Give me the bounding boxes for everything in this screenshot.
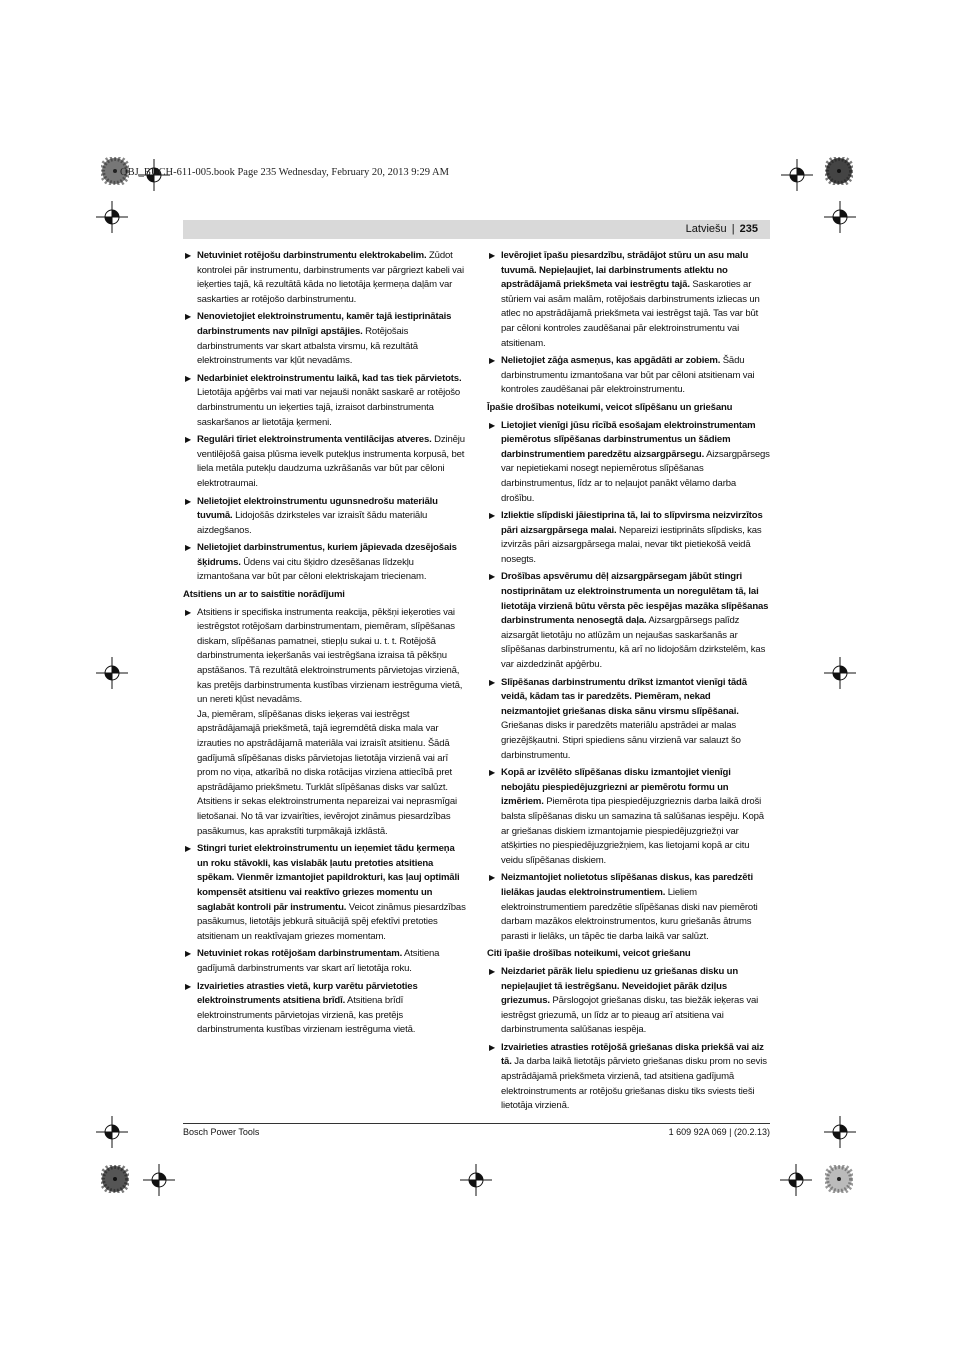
safety-item-body: Aizsargpārsegs var nepietiekami nosegt nepiemērotus slīpēšanas darbinstrumentus, līdz ar to neļaujot panākt vēlamo darba drošību. (501, 448, 770, 504)
registration-mark-icon (781, 159, 813, 191)
safety-item-text (501, 676, 770, 764)
right-items-a (487, 249, 770, 398)
safety-item-bold: Nenovietojiet elektroinstrumentu, kamēr tajā iestiprinātais darbinstruments nav pilnīgi apstājies. (197, 311, 452, 337)
safety-item (183, 947, 466, 976)
safety-item-body: Aizsargpārsegs palīdz aizsargāt lietotāju no atlūzām un nejaušas saskaršanās ar slīpēšanas darbinstrumentu, kā arī no lidojošām dzirkstelēm, kas var aizdedzināt apģērbu. (501, 615, 766, 671)
arrow-bullet-icon: ▶ (489, 356, 496, 366)
safety-item-bold: Nedarbiniet elektroinstrumentu laikā, kad tas tiek pārvietots. (197, 372, 462, 384)
arrow-bullet-icon: ▶ (489, 873, 496, 883)
safety-item-body: Atsitiena gadījumā darbinstruments var skart arī lietotāja roku. (197, 948, 440, 974)
safety-item-text (197, 495, 466, 539)
header-separator: | (731, 223, 735, 235)
color-registration-wheel-icon (825, 157, 853, 185)
safety-item (487, 354, 770, 398)
safety-item-text (197, 310, 466, 368)
page-header (183, 220, 770, 239)
registration-mark-icon (780, 1164, 812, 1196)
footer-doc-number: 1 609 92A 069 | (20.2.13) (668, 1127, 770, 1137)
safety-item-text (501, 766, 770, 868)
safety-item (487, 419, 770, 507)
safety-item-bold: Nelietojiet zāģa asmeņus, kas apgādāti ar zobiem. (501, 355, 721, 367)
arrow-bullet-icon: ▶ (185, 496, 192, 506)
safety-item-body: Lidojošās dzirksteles var izraisīt šādu materiālu aizdegšanos. (197, 510, 428, 536)
safety-item-bold: Izvairieties atrasties vietā, kurp varētu pārvietoties elektroinstruments atsitiena brīdī. (197, 980, 418, 1007)
kickback-paragraph: Ja, piemēram, slīpēšanas disks ieķeras vai iestrēgst apstrādājamajā priekšmetā, tajā iegremdētā diska mala var izrauties no apstrādājamā materiāla vai izraisīt atsitienu. Šādā gadījumā slīpēšanas disks pārvietojas lietotāja virzienā vai arī prom no viņa, atkarībā no diska rotācijas virziena attiecībā pret apstrādājamo priekšmetu. Turklāt slīpēšanas disks var salūzt. (197, 708, 453, 793)
safety-item-bold: Slīpēšanas darbinstrumentu drīkst izmantot vienīgi tādā veidā, kādam tas ir paredzēts. Piemēram, nekad neizmantojiet griešanas diska sānu virsmu slīpēšanai. (501, 676, 747, 717)
safety-item-bold: Stingri turiet elektroinstrumentu un ieņemiet tādu ķermeņa un roku stāvokli, kas vislabāk ļautu pretoties atsitiena spēkam. Vienmēr izmantojiet papildrokturi, kas ļauj optimāli kompensēt atsitienu vai reaktīvo griezes momentu un saglabāt kontroli pār instrumentu. (197, 843, 460, 913)
safety-item (487, 766, 770, 868)
safety-item-bold: Lietojiet vienīgi jūsu rīcībā esošajam elektroinstrumentam piemērotus slīpēšanas darbinstrumentus un šādiem darbinstrumentiem paredzētu aizsargpārsegu. (501, 419, 756, 460)
safety-item-text (197, 842, 466, 944)
kickback-paragraph: Atsitiens ir specifiska instrumenta reakcija, pēkšņi ieķeroties vai iestrēgstot rotējošam darbinstrumentam, piemēram, slīpēšanas diskam, slīpēšanas pamatnei, stiepļu sukai u. t. t. Rotējošā darbinstrumenta ieķeršanās vai iestrēgšana izraisa tā pēkšņu apstāšanos. Tā rezultātā elektroinstruments pārvietojas virzienā, kas pretējs darbinstrumenta kustības virzienam iestrēguma vietā, un nereti kļūst nevadāms. (197, 606, 463, 706)
arrow-bullet-icon: ▶ (185, 981, 192, 991)
safety-item-text (197, 372, 466, 430)
safety-item-text (197, 980, 466, 1038)
arrow-bullet-icon: ▶ (489, 572, 496, 582)
safety-item-bold: Regulāri tīriet elektroinstrumenta ventilācijas atveres. (197, 434, 432, 446)
registration-mark-icon (143, 1164, 175, 1196)
left-items-a (183, 249, 466, 585)
left-items-b (183, 842, 466, 1038)
safety-item-bold: Kopā ar izvēlēto slīpēšanas disku izmantojiet vienīgi nebojātu piespiedējuzgriezni ar piemērotu formu un izmēriem. (501, 767, 731, 808)
safety-item (487, 871, 770, 944)
safety-item-bold: Izliektie slīpdiski jāiestiprina tā, lai to slīpvirsma neizvirzītos pāri aizsargpārsega malai. (501, 510, 763, 536)
safety-item-text (501, 1041, 770, 1114)
arrow-bullet-icon: ▶ (489, 966, 496, 976)
safety-item-body: Nepareizi iestiprināts slīpdisks, kas izvirzās pāri aizsargpārsega malai, nevar tikt pietiekošā veidā nosegts. (501, 524, 762, 565)
safety-item-text (501, 871, 770, 944)
arrow-bullet-icon: ▶ (489, 251, 496, 260)
arrow-bullet-icon: ▶ (489, 677, 496, 687)
safety-item-body: Zūdot kontrolei pār instrumentu, darbinstruments var pārgriezt kabeli vai ieķerties tajā, kā rezultātā kāda no lietotāja ķermeņa daļām var saskarties ar rotējošo darbinstrumentu. (197, 250, 464, 305)
registration-mark-icon (96, 201, 128, 233)
safety-item-bold: Ievērojiet īpašu piesardzību, strādājot stūru un asu malu tuvumā. Nepieļaujiet, lai darbinstruments atlektu no apstrādājamā priekšmeta vai iestrēgtu tajā. (501, 250, 749, 291)
arrow-bullet-icon: ▶ (185, 251, 192, 260)
registration-mark-icon (96, 657, 128, 689)
safety-item (487, 509, 770, 567)
safety-item-body: Ja darba laikā lietotājs pārvieto griešanas disku prom no sevis apstrādājamā priekšmeta virzienā, tad atsitiena gadījumā elektroinstruments ar rotējošu griešanas disku tiks sviests tieši lietotāja virzienā. (501, 1056, 767, 1112)
arrow-bullet-icon: ▶ (185, 435, 192, 445)
color-registration-wheel-icon (825, 1165, 853, 1193)
safety-item-bold: Nelietojiet elektroinstrumentu ugunsnedrošu materiālu tuvumā. (197, 495, 438, 522)
safety-item-body: Ūdens vai citu šķidro dzesēšanas līdzekļu izmantošana var būt par cēloni elektriskajam triecienam. (197, 556, 427, 583)
safety-item-bold: Netuviniet rokas rotējošam darbinstrumentam. (197, 948, 403, 960)
safety-item (183, 372, 466, 430)
safety-item (183, 980, 466, 1038)
safety-item-text (501, 570, 770, 672)
safety-item-body: Veicot zināmus piesardzības pasākumus, lietotājs jebkurā situācijā spēj efektīvi pretoties atsitienam un reaktīvajam griezes momentam. (197, 901, 466, 942)
safety-item-text (501, 249, 770, 351)
arrow-bullet-icon: ▶ (185, 607, 192, 617)
right-items-b (487, 419, 770, 945)
safety-item (183, 433, 466, 491)
safety-item (183, 541, 466, 585)
safety-item-body: Dzinēju ventilējošā gaisa plūsma ievelk putekļus instrumenta korpusā, bet liela metāla putekļu daudzuma uzkrāšanās var būt par cēloni elektrotraumai. (197, 434, 465, 489)
safety-item-body: Lietotāja apģērbs vai mati var nejauši nonākt saskarē ar rotējošo darbinstrumentu un ieķerties tajā, izraisot darbinstrumenta saskaršanos ar lietotāja ķermeni. (197, 387, 461, 428)
safety-item-bold: Neizdariet pārāk lielu spiedienu uz griešanas disku un nepieļaujiet tā iestrēgšanu. Neveidojiet pārāk dziļus griezumus. (501, 965, 739, 1007)
registration-mark-icon (96, 1116, 128, 1148)
safety-item-body: Atsitiena brīdī elektroinstruments pārvietojas virzienā, kas pretējs darbinstrumenta kustības virzienam iestrēguma vietā. (197, 995, 416, 1036)
registration-mark-icon (460, 1164, 492, 1196)
arrow-bullet-icon: ▶ (185, 312, 192, 322)
safety-item-text (197, 433, 466, 491)
safety-item (487, 676, 770, 764)
safety-item-body: Rotējošais darbinstruments var skart atbalsta virsmu, kā rezultātā elektroinstruments var kļūt nevadāms. (197, 325, 418, 367)
safety-item (487, 965, 770, 1038)
safety-item (487, 1041, 770, 1114)
safety-item-text (197, 249, 466, 307)
safety-item-bold: Drošības apsvērumu dēļ aizsargpārsegam jābūt stingri nostiprinātam uz elektroinstrumenta un noregulētam tā, lai lietotāja virzienā būtu vērsta pēc iespējas mazāka slīpēšanas darbinstrumenta nenosegtā daļa. (501, 571, 769, 627)
left-column (183, 249, 466, 1041)
print-slug-line: OBJ_BUCH-611-005.book Page 235 Wednesday, February 20, 2013 9:29 AM (120, 167, 449, 178)
color-registration-wheel-icon (101, 1165, 129, 1193)
registration-mark-icon (824, 1116, 856, 1148)
arrow-bullet-icon: ▶ (185, 543, 192, 553)
safety-item-text (501, 419, 770, 507)
section-title: Atsitiens un ar to saistītie norādījumi (183, 589, 345, 601)
arrow-bullet-icon: ▶ (185, 844, 192, 854)
safety-item-bold: Izvairieties atrasties rotējošā griešanas diska priekšā vai aiz tā. (501, 1041, 764, 1068)
safety-item-text (501, 354, 770, 398)
safety-item (183, 249, 466, 307)
safety-item (183, 842, 466, 944)
arrow-bullet-icon: ▶ (185, 949, 192, 959)
safety-item (183, 495, 466, 539)
safety-item-bold: Netuviniet rotējošu darbinstrumentu elektrokabelim. (197, 250, 427, 261)
arrow-bullet-icon: ▶ (489, 768, 496, 778)
safety-item-body: Lieliem elektroinstrumentiem paredzētie slīpēšanas diski nav piemēroti darbam mazākos elektroinstrumentos, kuru griešanās ātrums parasti ir lielāks, un tāpēc tie darba laikā var salūzt. (501, 886, 758, 942)
safety-item-bold: Nelietojiet darbinstrumentus, kuriem jāpievada dzesējošais šķidrums. (197, 542, 457, 568)
footer-rule (183, 1123, 770, 1124)
safety-item (487, 570, 770, 672)
arrow-bullet-icon: ▶ (489, 420, 496, 430)
safety-item-body: Piemērota tipa piespiedējuzgrieznis darba laikā droši balsta slīpēšanas disku un samazina tā salūšanas iespēju. Kopā ar griešanas diskiem izmantojamie piespiedējuzgriežņi var atšķirties no piespiedējuzgriežņiem, kas lietojami kopā ar citu veidu slīpēšanas diskiem. (501, 796, 764, 866)
section-title: Īpašie drošības noteikumi, veicot slīpēšanu un griešanu (487, 401, 733, 413)
kickback-item (183, 606, 466, 840)
safety-item-body: Saskaroties ar stūriem vai asām malām, rotējošais darbinstruments izliecas un atlec no apstrādājamā priekšmeta vai iestrēgst tajā. Tas var būt par cēloni kontroles zaudēšanai pār elektroinstrumentu vai atsitienam. (501, 279, 760, 349)
footer-brand: Bosch Power Tools (183, 1127, 260, 1137)
arrow-bullet-icon: ▶ (185, 373, 192, 383)
arrow-bullet-icon: ▶ (489, 1042, 496, 1052)
page-number: 235 (739, 223, 758, 235)
safety-item-text (197, 541, 466, 585)
safety-item-bold: Neizmantojiet nolietotus slīpēšanas diskus, kas paredzēti lielākas jaudas elektroinstrumentiem. (501, 872, 753, 898)
right-items-c (487, 965, 770, 1114)
safety-item-body: Griešanas disks ir paredzēts materiālu apstrādei ar malas griezējšķautni. Stipri spiediens sānu virzienā var salauzt šo darbinstrumentu. (501, 720, 741, 761)
header-language: Latviešu (685, 223, 727, 235)
safety-item-text (501, 509, 770, 567)
section-title: Citi īpašie drošības noteikumi, veicot griešanu (487, 948, 691, 960)
registration-mark-icon (824, 657, 856, 689)
safety-item (183, 310, 466, 368)
safety-item-body: Šādu darbinstrumentu izmantošana var būt par cēloni atsitienam vai kontroles zaudēšanai pār elektroinstrumentu. (501, 355, 755, 396)
right-column (487, 249, 770, 1117)
arrow-bullet-icon: ▶ (489, 511, 496, 521)
header-text (686, 223, 758, 235)
safety-item-text (501, 965, 770, 1038)
safety-item-body: Pārslogojot griešanas disku, tas biežāk ieķeras vai iestrēgst griezumā, un līdz ar to pieaug arī atsitiena vai darbinstrumenta salūšanas iespēja. (501, 995, 759, 1036)
safety-item-text (197, 947, 466, 976)
registration-mark-icon (824, 201, 856, 233)
safety-item (487, 249, 770, 351)
kickback-paragraph: Atsitiens ir sekas elektroinstrumenta nepareizai vai neprasmīgai lietošanai. No tā var izvairīties, ievērojot zināmus piesardzības pasākumus, kas aprakstīti turpmākajā izklāstā. (197, 796, 457, 837)
